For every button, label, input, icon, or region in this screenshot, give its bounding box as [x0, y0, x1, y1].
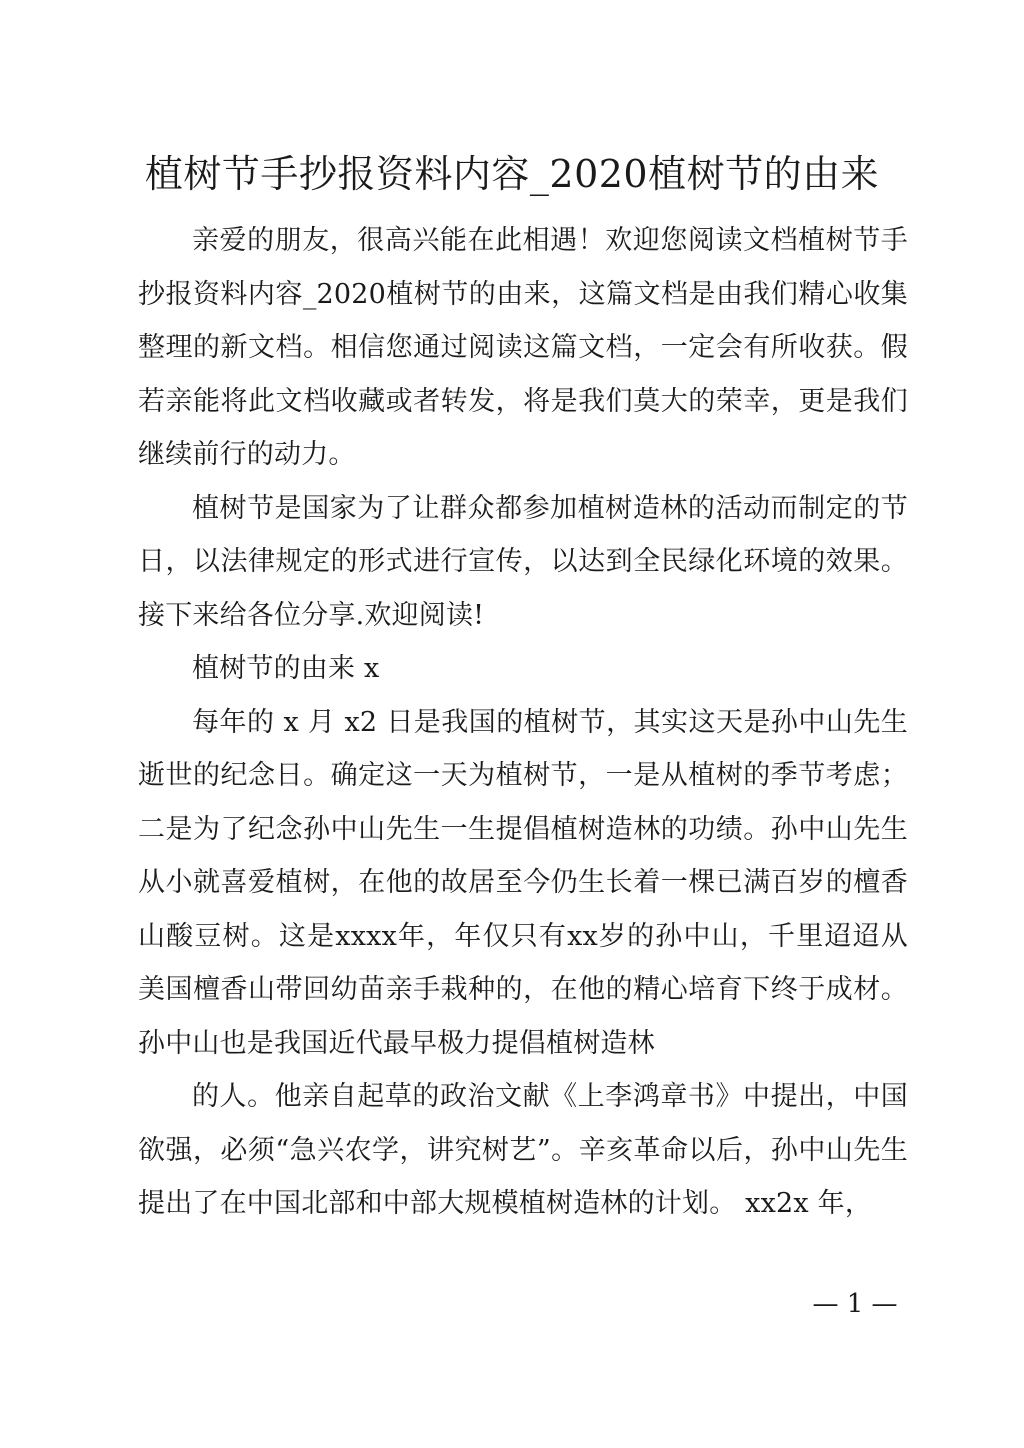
page-number: — 1 —: [812, 1289, 898, 1319]
paragraph-intro: 亲爱的朋友，很高兴能在此相遇！欢迎您阅读文档植树节手抄报资料内容_2020植树节的由来，这篇文档是由我们精心收集整理的新文档。相信您通过阅读这篇文档，一定会有所收获。假若亲能将此文档收藏或者转发，将是我们莫大的荣幸，更是我们继续前行的动力。: [138, 225, 908, 470]
paragraph-sun-yatsen-plan: 的人。他亲自起草的政治文献《上李鸿章书》中提出，中国欲强，必须“急兴农学，讲究树艺”。辛亥革命以后，孙中山先生提出了在中国北部和中部大规模植树造林的计划。 xx2x 年，: [138, 1081, 908, 1219]
paragraph-origin-history: 每年的 x 月 x2 日是我国的植树节，其实这天是孙中山先生逝世的纪念日。确定这一天为植树节，一是从植树的季节考虑；二是为了纪念孙中山先生一生提倡植树造林的功绩。孙中山先生从小就喜爱植树，在他的故居至今仍生长着一棵已满百岁的檀香山酸豆树。这是xxxx年，年仅只有xx岁的孙中山，千里迢迢从美国檀香山带回幼苗亲手栽种的，在他的精心培育下终于成材。孙中山也是我国近代最早极力提倡植树造林: [138, 706, 908, 1059]
document-title: 植树节手抄报资料内容_2020植树节的由来: [144, 152, 880, 196]
document-body: [138, 214, 908, 1231]
paragraph-arbor-day-purpose: 植树节是国家为了让群众都参加植树造林的活动而制定的节日，以法律规定的形式进行宣传，以达到全民绿化环境的效果。接下来给各位分享.欢迎阅读!: [138, 492, 908, 631]
section-heading-origin: 植树节的由来 x: [192, 653, 380, 684]
